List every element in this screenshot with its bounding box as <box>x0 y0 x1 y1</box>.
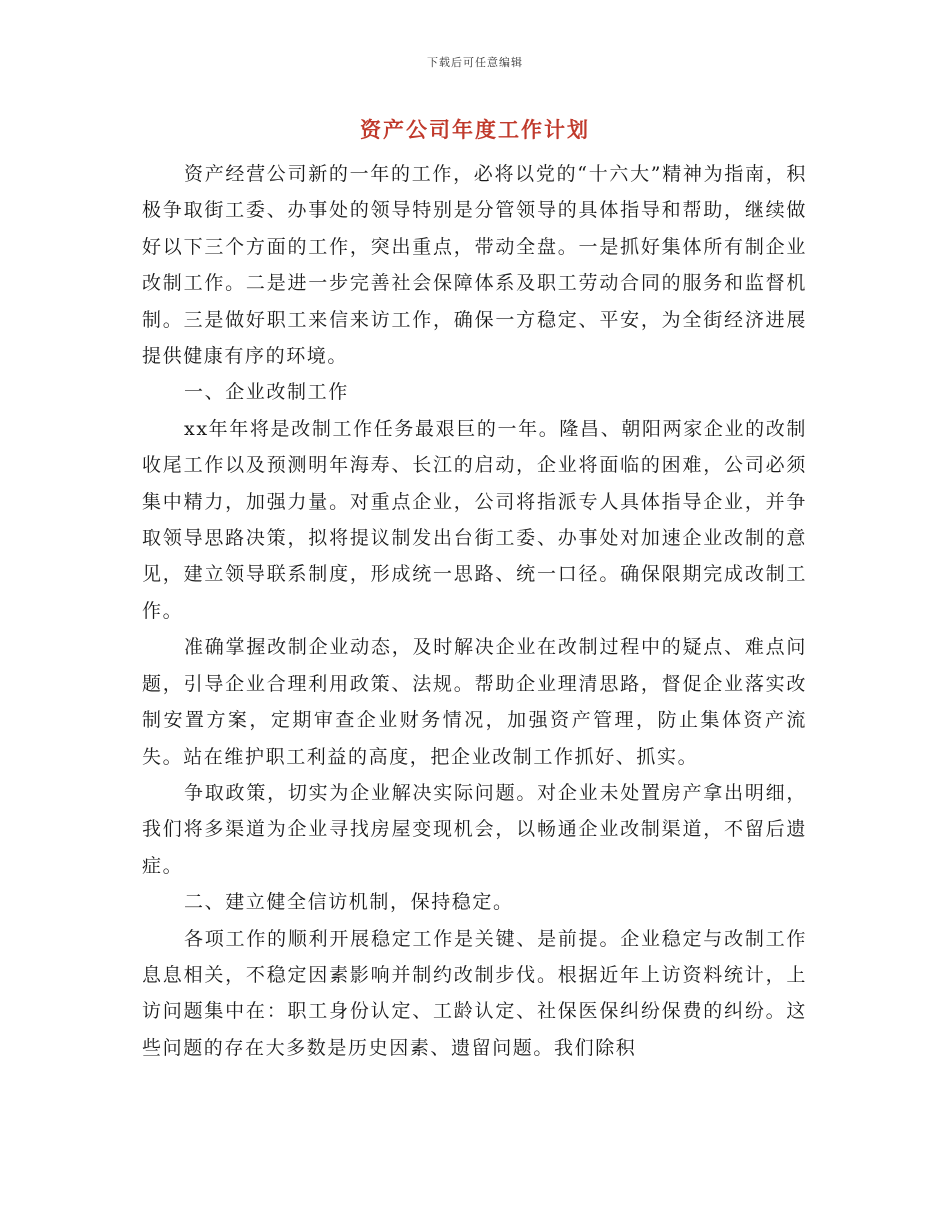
paragraph-policy: 争取政策，切实为企业解决实际问题。对企业未处置房产拿出明细，我们将多渠道为企业寻找房屋变现机会，以畅通企业改制渠道，不留后遗症。 <box>142 781 807 877</box>
download-note: 下载后可任意编辑 <box>427 56 523 69</box>
paragraph-stability: 各项工作的顺利开展稳定工作是关键、是前提。企业稳定与改制工作息息相关，不稳定因素影响并制约改制步伐。根据近年上访资料统计，上访问题集中在：职工身份认定、工龄认定、社保医保纠纷保费的纠纷。这些问题的存在大多数是历史因素、遗留问题。我们除积 <box>142 927 807 1059</box>
document-body <box>142 156 807 1066</box>
paragraph-reform-dynamics: 准确掌握改制企业动态，及时解决企业在改制过程中的疑点、难点问题，引导企业合理利用政策、法规。帮助企业理清思路，督促企业落实改制安置方案，定期审查企业财务情况，加强资产管理，防止集体资产流失。站在维护职工利益的高度，把企业改制工作抓好、抓实。 <box>142 636 807 768</box>
document-title: 资产公司年度工作计划 <box>360 117 590 142</box>
paragraph-intro: 资产经营公司新的一年的工作，必将以党的“十六大”精神为指南，积极争取街工委、办事处的领导特别是分管领导的具体指导和帮助，继续做好以下三个方面的工作，突出重点，带动全盘。一是抓好集体所有制企业改制工作。二是进一步完善社会保障体系及职工劳动合同的服务和监督机制。三是做好职工来信来访工作，确保一方稳定、平安，为全街经济进展提供健康有序的环境。 <box>142 163 807 368</box>
section-heading-petition: 二、建立健全信访机制，保持稳定。 <box>184 891 514 914</box>
section-heading-reform: 一、企业改制工作 <box>184 381 349 404</box>
paragraph-reform-plan: xx年年将是改制工作任务最艰巨的一年。隆昌、朝阳两家企业的改制收尾工作以及预测明年海寿、长江的启动，企业将面临的困难，公司必须集中精力，加强力量。对重点企业，公司将指派专人具体指导企业，并争取领导思路决策，拟将提议制发出台街工委、办事处对加速企业改制的意见，建立领导联系制度，形成统一思路、统一口径。确保限期完成改制工作。 <box>142 417 807 622</box>
